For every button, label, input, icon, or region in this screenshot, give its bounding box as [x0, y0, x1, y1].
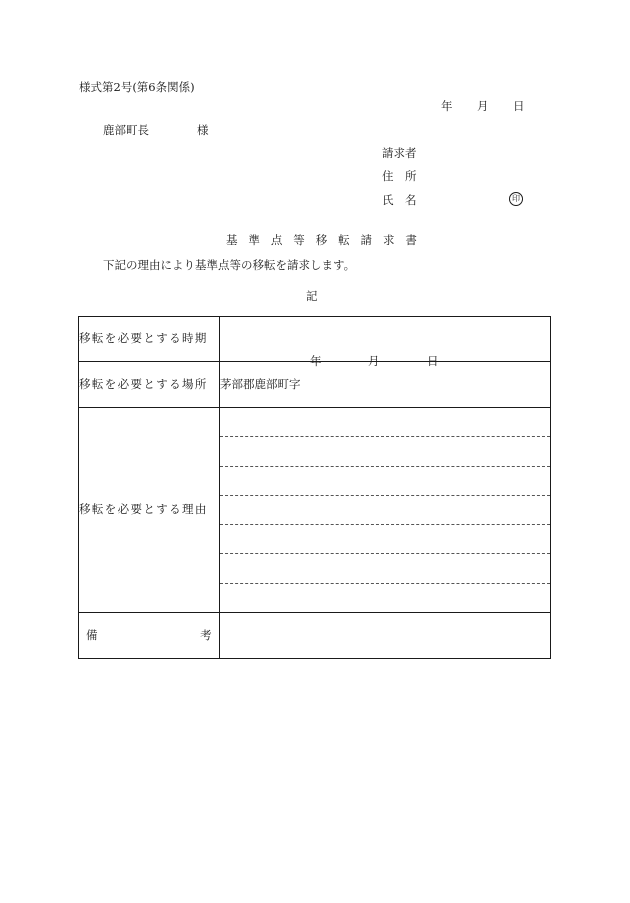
- table-row-place: [79, 362, 551, 408]
- requester-title: 請求者: [382, 146, 417, 160]
- request-form-table: [78, 316, 551, 659]
- header-date-day: 日: [513, 99, 525, 113]
- label-relocation-time: 移転を必要とする時期: [79, 317, 220, 362]
- table-row-date: [79, 317, 551, 362]
- form-number: 様式第2号(第6条関係): [79, 80, 195, 94]
- requester-address-label: 住 所: [382, 169, 417, 183]
- reason-line: [220, 496, 550, 525]
- addressee-honorific: 様: [197, 123, 209, 137]
- reason-writing-lines: [220, 408, 550, 612]
- remarks-label-left: 備: [86, 627, 99, 642]
- header-date-month: 月: [477, 99, 489, 113]
- remarks-label-right: 考: [200, 627, 213, 642]
- value-relocation-reason[interactable]: [220, 408, 551, 613]
- reason-line: [220, 437, 550, 466]
- reason-line: [220, 554, 550, 583]
- reason-line: [220, 408, 550, 437]
- label-remarks: [79, 613, 220, 659]
- document-title: 基準点等移転請求書: [226, 233, 428, 247]
- time-day: 日: [427, 354, 439, 368]
- document-intro: 下記の理由により基準点等の移転を請求します。: [103, 258, 356, 272]
- time-year: 年: [310, 354, 322, 368]
- header-date-year: 年: [441, 99, 453, 113]
- time-month: 月: [368, 354, 380, 368]
- value-remarks[interactable]: [220, 613, 551, 659]
- ki-marker: 記: [306, 289, 318, 303]
- seal-mark-icon: 印: [509, 192, 523, 206]
- table-row-reason: [79, 408, 551, 613]
- reason-line: [220, 467, 550, 496]
- reason-line: [220, 525, 550, 554]
- value-relocation-time[interactable]: [220, 317, 551, 368]
- addressee: 鹿部町長: [103, 123, 149, 137]
- label-relocation-place: 移転を必要とする場所: [79, 362, 220, 408]
- reason-line: [220, 584, 550, 612]
- value-relocation-place[interactable]: 茅部郡鹿部町字: [220, 362, 551, 408]
- table-row-remarks: [79, 613, 551, 659]
- requester-name-label: 氏 名: [382, 193, 417, 207]
- label-relocation-reason: 移転を必要とする理由: [79, 408, 220, 613]
